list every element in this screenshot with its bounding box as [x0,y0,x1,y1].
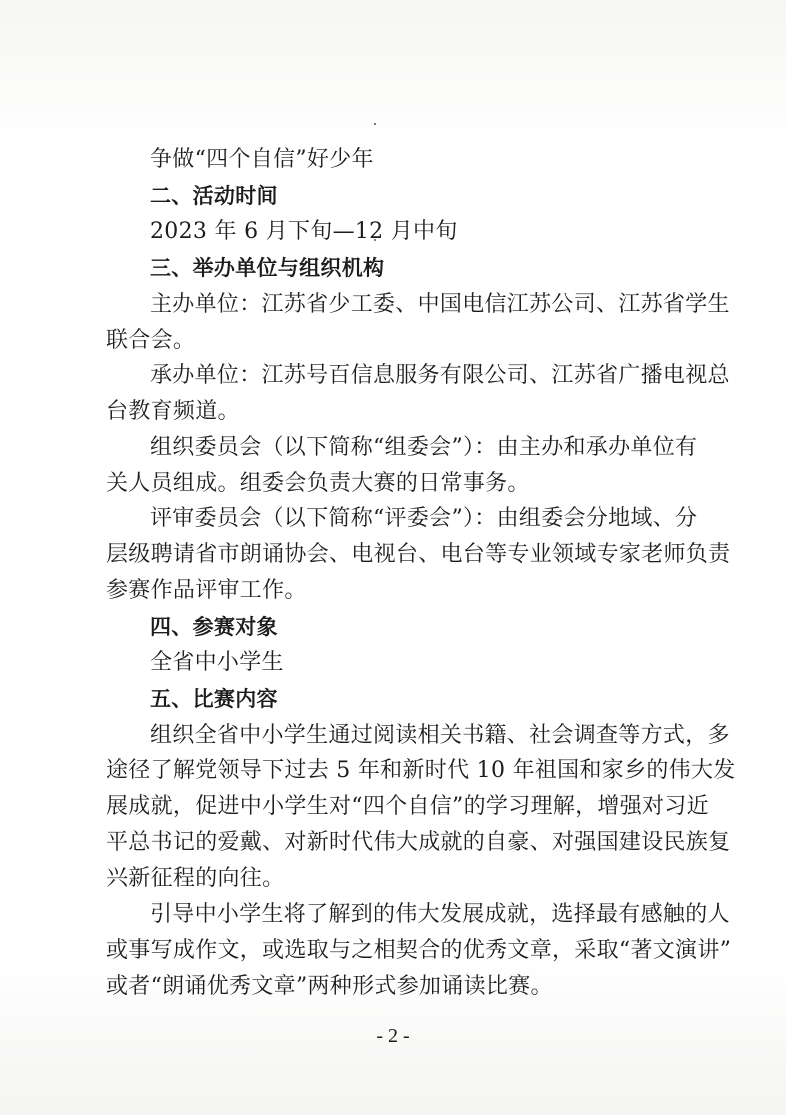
body-line-content-5: 兴新征程的向往。 [106,866,285,891]
body-line-guide-1: 引导中小学生将了解到的伟大发展成就，选择最有感触的人 [150,902,730,927]
page-number: - 2 - [376,1025,410,1047]
section-heading-content: 五、比赛内容 [150,687,278,711]
section-heading-participants: 四、参赛对象 [150,615,278,639]
body-line-committee-cont: 关人员组成。组委会负责大赛的日常事务。 [106,471,530,496]
body-line-undertaker-cont: 台教育频道。 [106,399,240,424]
body-line-jury-cont-1: 层级聘请省市朗诵协会、电视台、电台等专业领域专家老师负责 [106,542,731,567]
body-line-jury-cont-2: 参赛作品评审工作。 [106,578,307,603]
body-line-content-4: 平总书记的爱戴、对新时代伟大成就的自豪、对强国建设民族复 [106,830,731,855]
body-line-content-1: 组织全省中小学生通过阅读相关书籍、社会调查等方式，多 [150,723,730,748]
body-line-guide-3: 或者“朗诵优秀文章”两种形式参加诵读比赛。 [106,974,553,999]
body-line-guide-2: 或事写成作文，或选取与之相契合的优秀文章，采取“著文演讲” [106,938,732,963]
body-line-theme: 争做“四个自信”好少年 [150,147,374,172]
body-line-content-3: 展成就，促进中小学生对“四个自信”的学习理解，增强对习近 [106,794,709,819]
body-line-content-2: 途径了解党领导下过去 5 年和新时代 10 年祖国和家乡的伟大发 [106,758,736,783]
section-heading-activity-time: 二、活动时间 [150,184,278,208]
scan-speck [374,123,376,125]
section-heading-organizers: 三、举办单位与组织机构 [150,256,385,280]
body-line-jury: 评审委员会（以下简称“评委会”）：由组委会分地域、分 [150,506,698,531]
body-line-host-cont: 联合会。 [106,328,196,353]
body-line-participants: 全省中小学生 [150,650,284,675]
body-line-host: 主办单位：江苏省少工委、中国电信江苏公司、江苏省学生 [150,292,730,317]
body-line-undertaker: 承办单位：江苏号百信息服务有限公司、江苏省广播电视总 [150,363,730,388]
body-line-committee: 组织委员会（以下简称“组委会”）：由主办和承办单位有 [150,435,698,460]
body-line-activity-time: 2023 年 6 月下旬—12 月中旬 [150,219,458,244]
